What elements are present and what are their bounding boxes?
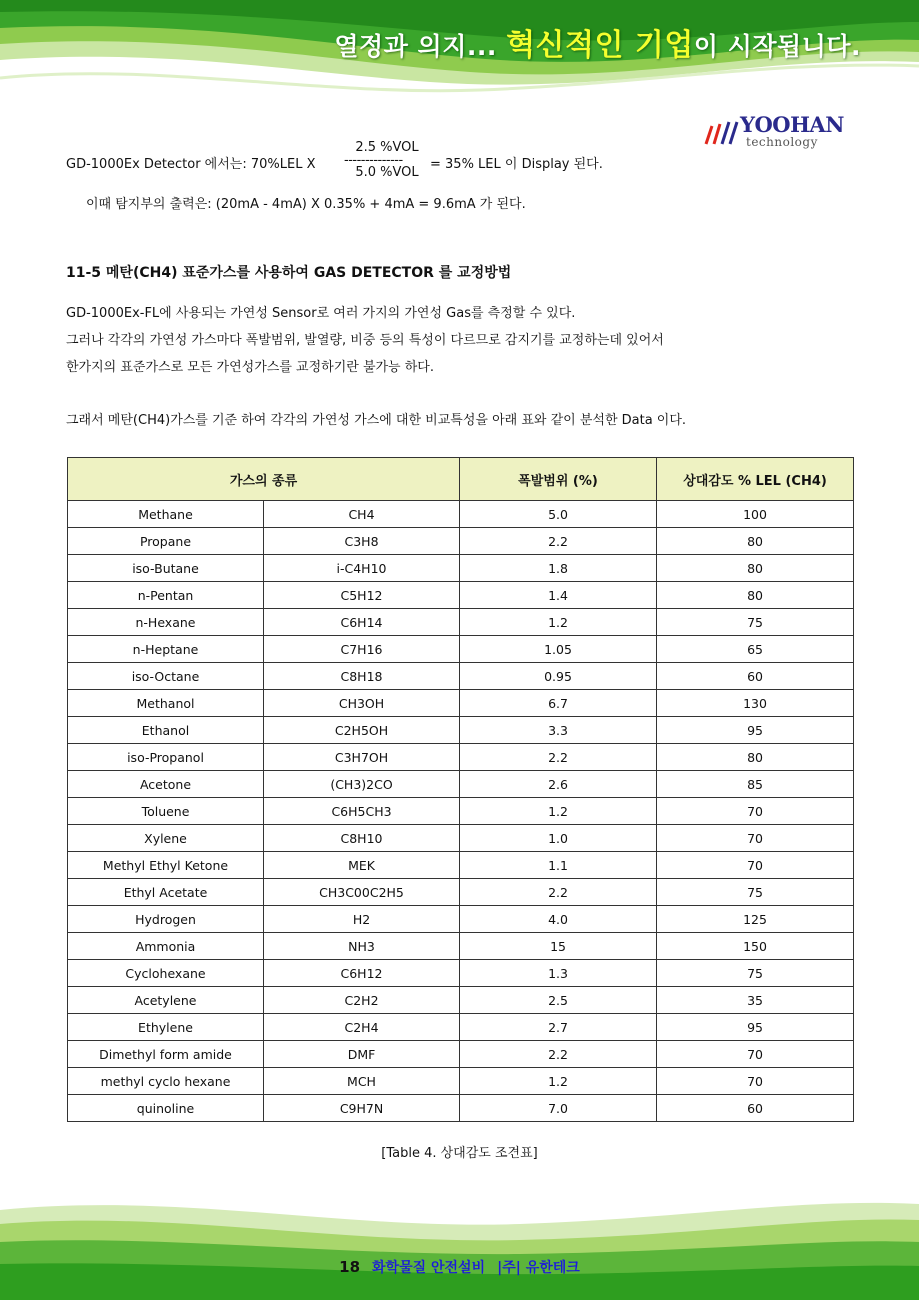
header-banner: [0, 0, 919, 95]
cell-gas-name: Acetylene: [68, 987, 264, 1014]
cell-formula: C2H4: [264, 1014, 460, 1041]
formula-prefix: GD-1000Ex Detector 에서는: 70%LEL X: [66, 157, 316, 172]
cell-formula: C6H12: [264, 960, 460, 987]
cell-gas-name: Cyclohexane: [68, 960, 264, 987]
intro-line: 그래서 메탄(CH4)가스를 기준 하여 각각의 가연성 가스에 대한 비교특성을 아래 표와 같이 분석한 Data 이다.: [66, 413, 687, 428]
cell-gas-name: n-Heptane: [68, 636, 264, 663]
cell-relative-sensitivity: 75: [657, 609, 854, 636]
cell-gas-name: Acetone: [68, 771, 264, 798]
table-row: [68, 690, 854, 717]
footer-banner: [0, 1190, 919, 1300]
cell-formula: DMF: [264, 1041, 460, 1068]
table-row: [68, 1068, 854, 1095]
table-row: [68, 636, 854, 663]
cell-explosion-range: 15: [460, 933, 657, 960]
table-row: [68, 987, 854, 1014]
lel-formula: [66, 140, 846, 180]
table-row: [68, 933, 854, 960]
logo-brand: YOOHAN: [740, 112, 844, 137]
cell-formula: C3H7OH: [264, 744, 460, 771]
footer-company: |주| 유한테크: [497, 1260, 580, 1276]
cell-relative-sensitivity: 80: [657, 528, 854, 555]
section-title: 11-5 메탄(CH4) 표준가스를 사용하여 GAS DETECTOR 를 교정방법: [66, 265, 512, 281]
cell-formula: CH3OH: [264, 690, 460, 717]
cell-relative-sensitivity: 60: [657, 1095, 854, 1122]
cell-explosion-range: 1.4: [460, 582, 657, 609]
cell-formula: C8H18: [264, 663, 460, 690]
paragraph-line-3: 한가지의 표준가스로 모든 가연성가스를 교정하기란 불가능 하다.: [66, 360, 434, 375]
table-row: [68, 825, 854, 852]
slogan-text-post: 이 시작됩니다.: [693, 32, 861, 61]
cell-formula: MCH: [264, 1068, 460, 1095]
cell-relative-sensitivity: 125: [657, 906, 854, 933]
cell-relative-sensitivity: 100: [657, 501, 854, 528]
table-row: [68, 528, 854, 555]
slogan-text-pre: 열정과 의지...: [334, 32, 507, 61]
cell-relative-sensitivity: 70: [657, 1068, 854, 1095]
cell-formula: C6H14: [264, 609, 460, 636]
cell-gas-name: Ethanol: [68, 717, 264, 744]
cell-gas-name: Xylene: [68, 825, 264, 852]
cell-gas-name: methyl cyclo hexane: [68, 1068, 264, 1095]
paragraph-line-1: GD-1000Ex-FL에 사용되는 가연성 Sensor로 여러 가지의 가연성 Gas를 측정할 수 있다.: [66, 306, 576, 321]
cell-relative-sensitivity: 95: [657, 717, 854, 744]
cell-explosion-range: 2.2: [460, 1041, 657, 1068]
cell-gas-name: n-Hexane: [68, 609, 264, 636]
header-relative-sensitivity: 상대감도 % LEL (CH4): [657, 458, 854, 501]
formula-numerator: 2.5 %VOL: [355, 140, 419, 155]
cell-explosion-range: 1.2: [460, 798, 657, 825]
output-current-line: 이때 탐지부의 출력은: (20mA - 4mA) X 0.35% + 4mA = 9.6mA 가 된다.: [86, 197, 526, 212]
cell-explosion-range: 5.0: [460, 501, 657, 528]
cell-formula: C9H7N: [264, 1095, 460, 1122]
cell-gas-name: Toluene: [68, 798, 264, 825]
table-row: [68, 852, 854, 879]
header-explosion-range: 폭발범위 (%): [460, 458, 657, 501]
formula-denominator: 5.0 %VOL: [355, 165, 419, 180]
cell-formula: C3H8: [264, 528, 460, 555]
table-row: [68, 555, 854, 582]
cell-explosion-range: 1.8: [460, 555, 657, 582]
formula-suffix: = 35% LEL 이 Display 된다.: [430, 157, 603, 172]
table-row: [68, 501, 854, 528]
cell-gas-name: Dimethyl form amide: [68, 1041, 264, 1068]
cell-explosion-range: 1.2: [460, 609, 657, 636]
table-row: [68, 798, 854, 825]
cell-relative-sensitivity: 80: [657, 744, 854, 771]
cell-relative-sensitivity: 75: [657, 879, 854, 906]
cell-explosion-range: 3.3: [460, 717, 657, 744]
slogan-highlight: 혁신적인 기업: [506, 28, 694, 63]
cell-formula: C2H5OH: [264, 717, 460, 744]
header-slogan: [334, 20, 861, 64]
cell-relative-sensitivity: 75: [657, 960, 854, 987]
cell-gas-name: Ethylene: [68, 1014, 264, 1041]
cell-relative-sensitivity: 65: [657, 636, 854, 663]
cell-explosion-range: 2.2: [460, 528, 657, 555]
cell-formula: NH3: [264, 933, 460, 960]
cell-relative-sensitivity: 60: [657, 663, 854, 690]
cell-formula: C6H5CH3: [264, 798, 460, 825]
table-row: [68, 771, 854, 798]
cell-explosion-range: 2.5: [460, 987, 657, 1014]
cell-gas-name: quinoline: [68, 1095, 264, 1122]
cell-gas-name: Methanol: [68, 690, 264, 717]
table-header-row: [68, 458, 854, 501]
cell-gas-name: iso-Octane: [68, 663, 264, 690]
cell-gas-name: Methyl Ethyl Ketone: [68, 852, 264, 879]
cell-explosion-range: 6.7: [460, 690, 657, 717]
cell-explosion-range: 1.2: [460, 1068, 657, 1095]
relative-sensitivity-table: [67, 457, 854, 1122]
cell-formula: MEK: [264, 852, 460, 879]
table-row: [68, 1014, 854, 1041]
cell-formula: C7H16: [264, 636, 460, 663]
cell-explosion-range: 0.95: [460, 663, 657, 690]
cell-formula: C2H2: [264, 987, 460, 1014]
cell-explosion-range: 2.7: [460, 1014, 657, 1041]
cell-relative-sensitivity: 70: [657, 798, 854, 825]
cell-formula: C8H10: [264, 825, 460, 852]
table-row: [68, 744, 854, 771]
cell-gas-name: Propane: [68, 528, 264, 555]
cell-explosion-range: 1.1: [460, 852, 657, 879]
cell-formula: CH4: [264, 501, 460, 528]
cell-relative-sensitivity: 80: [657, 582, 854, 609]
table-row: [68, 609, 854, 636]
paragraph-line-2: 그러나 각각의 가연성 가스마다 폭발범위, 발열량, 비중 등의 특성이 다르므로 감지기를 교정하는데 있어서: [66, 333, 664, 348]
table-row: [68, 717, 854, 744]
cell-relative-sensitivity: 70: [657, 825, 854, 852]
table-row: [68, 1041, 854, 1068]
table-row: [68, 582, 854, 609]
cell-formula: H2: [264, 906, 460, 933]
cell-relative-sensitivity: 150: [657, 933, 854, 960]
cell-formula: i-C4H10: [264, 555, 460, 582]
cell-relative-sensitivity: 130: [657, 690, 854, 717]
logo-subtitle: technology: [746, 135, 818, 149]
table-row: [68, 879, 854, 906]
cell-explosion-range: 1.3: [460, 960, 657, 987]
cell-relative-sensitivity: 70: [657, 852, 854, 879]
page-number: 18: [339, 1258, 361, 1276]
footer-wave-graphic: [0, 1190, 919, 1300]
cell-gas-name: Methane: [68, 501, 264, 528]
cell-gas-name: iso-Butane: [68, 555, 264, 582]
cell-explosion-range: 2.2: [460, 879, 657, 906]
cell-explosion-range: 2.2: [460, 744, 657, 771]
cell-gas-name: Hydrogen: [68, 906, 264, 933]
cell-formula: C5H12: [264, 582, 460, 609]
cell-gas-name: Ammonia: [68, 933, 264, 960]
cell-explosion-range: 2.6: [460, 771, 657, 798]
cell-gas-name: Ethyl Acetate: [68, 879, 264, 906]
cell-explosion-range: 1.05: [460, 636, 657, 663]
cell-gas-name: iso-Propanol: [68, 744, 264, 771]
footer-title: 화학물질 안전설비: [372, 1260, 486, 1276]
formula-divider: --------------: [344, 153, 403, 168]
cell-relative-sensitivity: 85: [657, 771, 854, 798]
cell-gas-name: n-Pentan: [68, 582, 264, 609]
cell-formula: (CH3)2CO: [264, 771, 460, 798]
cell-explosion-range: 7.0: [460, 1095, 657, 1122]
cell-relative-sensitivity: 70: [657, 1041, 854, 1068]
table-row: [68, 906, 854, 933]
table-row: [68, 663, 854, 690]
cell-explosion-range: 4.0: [460, 906, 657, 933]
cell-explosion-range: 1.0: [460, 825, 657, 852]
cell-relative-sensitivity: 95: [657, 1014, 854, 1041]
table-row: [68, 1095, 854, 1122]
table-body: [68, 501, 854, 1122]
table-caption: [Table 4. 상대감도 조견표]: [381, 1146, 538, 1161]
cell-relative-sensitivity: 35: [657, 987, 854, 1014]
header-gas-type: 가스의 종류: [68, 458, 460, 501]
table-row: [68, 960, 854, 987]
cell-formula: CH3C00C2H5: [264, 879, 460, 906]
cell-relative-sensitivity: 80: [657, 555, 854, 582]
footer-text: [0, 1257, 919, 1277]
